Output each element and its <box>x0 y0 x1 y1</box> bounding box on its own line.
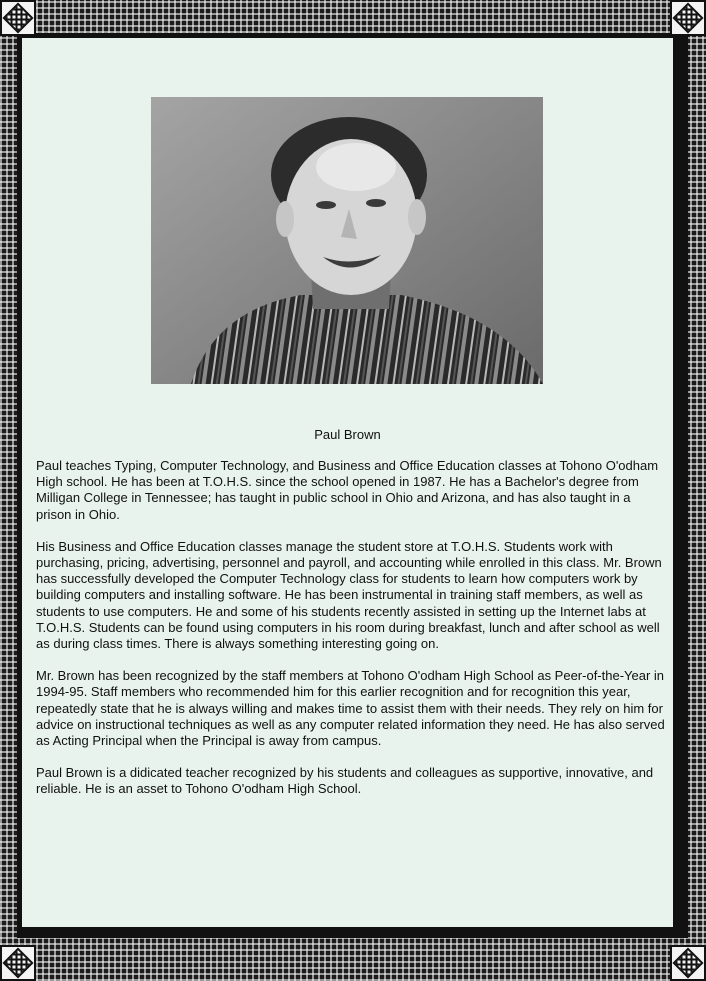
biography-paragraph: Paul teaches Typing, Computer Technology, and Business and Office Education classes at Tohono O'odham High school. He has been at T.O.H.S. since the school opened in 1987. He has a Bachelor's degree from Milligan College in Tennessee; has taught in public school in Ohio and Arizona, and has also taught in a prison in Ohio. <box>36 458 659 522</box>
quilt-diamond-corner-icon <box>0 0 36 36</box>
biography-text <box>36 458 666 814</box>
quilt-diamond-corner-icon <box>670 945 706 981</box>
portrait-photo <box>151 97 543 384</box>
quilt-diamond-corner-icon <box>0 945 36 981</box>
biography-paragraph: His Business and Office Education classes manage the student store at T.O.H.S. Students work with purchasing, pricing, advertising, personnel and payroll, and accounting while enrolled in this class. Mr. Brown has successfully developed the Computer Technology class for students to learn how computers work by building computers and installing software. He has been instrumental in training staff members, as well as students to use computers. He and some of his students recently assisted in setting up the Internet labs at T.O.H.S. Students can be found using computers in his room during breakfast, lunch and after school as well as during class times. There is always something interesting going on. <box>36 538 662 652</box>
biography-paragraph: Paul Brown is a didicated teacher recognized by his students and colleagues as supportive, innovative, and reliable. He is an asset to Tohono O'odham High School. <box>36 765 654 797</box>
page-content <box>22 38 673 927</box>
biography-paragraph: Mr. Brown has been recognized by the staff members at Tohono O'odham High School as Peer-of-the-Year in 1994-95. Staff members who recommended him for this earlier recognition and for recognition this year, repeatedly state that he is always willing and makes time to assist them with their needs. They rely on him for advice on instructional techniques as well as any computer related information they need. He has also served as Acting Principal when the Principal is away from campus. <box>36 668 665 749</box>
quilt-diamond-corner-icon <box>670 0 706 36</box>
person-name-caption: Paul Brown <box>314 427 381 442</box>
